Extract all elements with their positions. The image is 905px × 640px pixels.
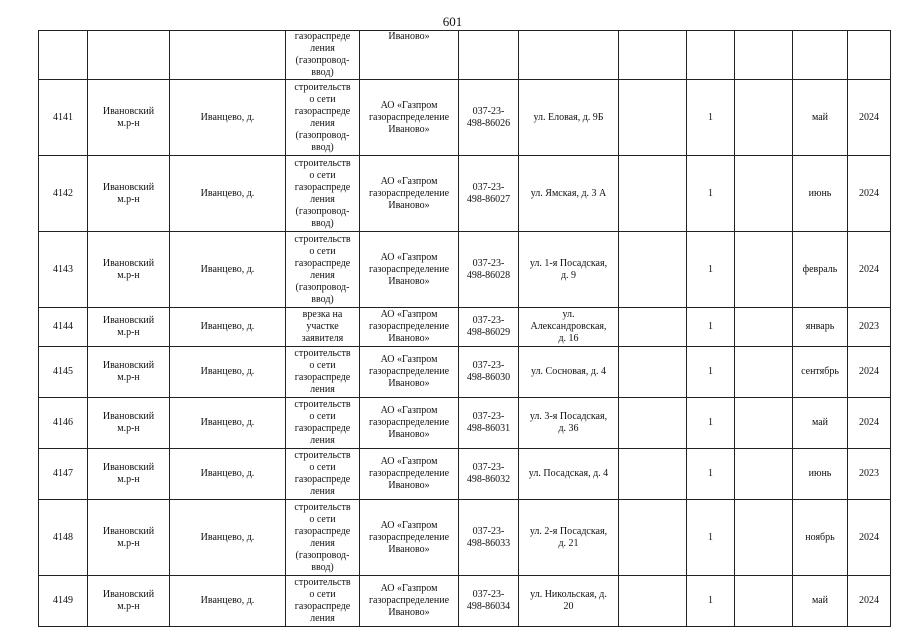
cell-empty (619, 449, 687, 500)
cell-address (519, 31, 619, 80)
address-line: ул. Сосновая, д. 4 (531, 366, 606, 377)
cell-year: 2024 (848, 398, 891, 449)
work-line: ввод) (311, 67, 334, 78)
code-line: 498-86026 (466, 117, 511, 129)
cell-locality: Иванцево, д. (170, 449, 286, 500)
cell-address (519, 308, 619, 347)
table-row (39, 449, 891, 500)
cell-count: 1 (687, 347, 735, 398)
organization-line: Иваново» (388, 480, 430, 491)
address-line: д. 16 (558, 333, 579, 344)
cell-district (88, 500, 170, 576)
cell-code (459, 308, 519, 347)
cell-work (286, 308, 360, 347)
work-line: ления (310, 435, 335, 446)
work-line: ввод) (311, 561, 334, 573)
table-row (39, 500, 891, 576)
table-row (39, 232, 891, 308)
cell-empty (619, 347, 687, 398)
cell-month: май (793, 576, 848, 627)
cell-year: 2024 (848, 576, 891, 627)
cell-district (88, 347, 170, 398)
cell-empty (735, 398, 793, 449)
cell-organization (360, 576, 459, 627)
address-line: ул. Никольская, д. (530, 589, 607, 600)
cell-num: 4145 (39, 347, 88, 398)
work-line: о сети (309, 411, 336, 422)
cell-organization (360, 80, 459, 156)
address-line: д. 9 (560, 269, 577, 281)
work-line: (газопровод- (295, 281, 350, 293)
code-line: 037-23- (472, 181, 505, 193)
cell-organization (360, 31, 459, 80)
cell-district (88, 398, 170, 449)
cell-address (519, 398, 619, 449)
cell-month: июнь (793, 156, 848, 232)
cell-empty (619, 398, 687, 449)
code-line: 037-23- (472, 525, 505, 537)
work-line: газораспреде (294, 105, 351, 117)
address-line: д. 36 (558, 423, 579, 434)
cell-code (459, 449, 519, 500)
organization-line: газораспределение (368, 468, 450, 479)
organization-line: газораспределение (368, 263, 450, 275)
cell-work (286, 576, 360, 627)
code-line: 498-86034 (466, 601, 511, 612)
address-line: ул. Еловая, д. 9Б (533, 111, 604, 123)
work-line: заявителя (301, 333, 344, 344)
cell-code (459, 347, 519, 398)
work-line: газораспреде (294, 474, 351, 485)
cell-district (88, 232, 170, 308)
work-line: (газопровод- (295, 129, 350, 141)
cell-empty (619, 308, 687, 347)
table-row (39, 308, 891, 347)
cell-year: 2024 (848, 80, 891, 156)
work-line: газораспреде (294, 601, 351, 612)
cell-month (793, 31, 848, 80)
cell-year (848, 31, 891, 80)
organization-line: газораспределение (368, 531, 450, 543)
cell-empty (619, 31, 687, 80)
cell-count: 1 (687, 576, 735, 627)
cell-address (519, 232, 619, 308)
cell-locality: Иванцево, д. (170, 500, 286, 576)
work-line: ввод) (311, 293, 334, 305)
work-line: ввод) (311, 141, 334, 153)
work-line: о сети (309, 93, 336, 105)
cell-code (459, 398, 519, 449)
district-line: м.р-н (117, 327, 140, 338)
table-row (39, 80, 891, 156)
cell-num: 4146 (39, 398, 88, 449)
cell-num: 4149 (39, 576, 88, 627)
organization-line: АО «Газпром (380, 456, 438, 467)
cell-empty (619, 500, 687, 576)
work-line: газораспреде (294, 31, 351, 42)
cell-locality (170, 31, 286, 80)
address-line: ул. 3-я Посадская, (529, 411, 608, 422)
work-line: ления (310, 486, 335, 497)
page-number: 601 (442, 14, 463, 29)
work-line: ления (310, 269, 335, 281)
work-line: газораспреде (294, 257, 351, 269)
cell-organization (360, 449, 459, 500)
cell-address (519, 576, 619, 627)
organization-line: Иваново» (388, 333, 430, 344)
organization-line: газораспределение (368, 321, 450, 332)
cell-address (519, 500, 619, 576)
district-line: м.р-н (117, 423, 140, 434)
work-line: врезка на (302, 309, 343, 320)
cell-year: 2024 (848, 232, 891, 308)
district-line: Ивановский (102, 589, 155, 600)
address-line: ул. 1-я Посадская, (529, 257, 608, 269)
cell-num (39, 31, 88, 80)
cell-district (88, 156, 170, 232)
work-line: строительств (294, 399, 351, 410)
cell-district (88, 80, 170, 156)
cell-month: ноябрь (793, 500, 848, 576)
organization-line: газораспределение (368, 111, 450, 123)
organization-line: АО «Газпром (380, 175, 438, 187)
cell-locality: Иванцево, д. (170, 232, 286, 308)
cell-code (459, 500, 519, 576)
cell-empty (619, 576, 687, 627)
cell-code (459, 576, 519, 627)
cell-num: 4148 (39, 500, 88, 576)
cell-empty (619, 80, 687, 156)
work-line: ления (310, 537, 335, 549)
cell-address (519, 347, 619, 398)
cell-organization (360, 156, 459, 232)
cell-num: 4147 (39, 449, 88, 500)
cell-empty (735, 500, 793, 576)
cell-empty (735, 232, 793, 308)
code-line: 037-23- (472, 411, 505, 422)
cell-locality: Иванцево, д. (170, 308, 286, 347)
work-line: ления (310, 384, 335, 395)
cell-count: 1 (687, 308, 735, 347)
work-line: (газопровод- (295, 55, 350, 66)
cell-locality: Иванцево, д. (170, 398, 286, 449)
organization-line: АО «Газпром (380, 99, 438, 111)
work-line: строительств (294, 81, 351, 93)
district-line: Ивановский (102, 525, 155, 537)
cell-district (88, 31, 170, 80)
work-line: строительств (294, 157, 351, 169)
address-line: ул. (562, 309, 575, 320)
work-line: (газопровод- (295, 205, 350, 217)
work-line: строительств (294, 233, 351, 245)
cell-empty (619, 232, 687, 308)
organization-line: Иваново» (388, 607, 430, 618)
address-line: д. 21 (558, 537, 579, 549)
cell-empty (619, 156, 687, 232)
continuation-row (39, 31, 891, 80)
cell-empty (735, 80, 793, 156)
cell-address (519, 156, 619, 232)
cell-count (687, 31, 735, 80)
cell-count: 1 (687, 80, 735, 156)
work-line: газораспреде (294, 372, 351, 383)
cell-month: февраль (793, 232, 848, 308)
cell-work (286, 449, 360, 500)
work-line: ления (310, 613, 335, 624)
cell-month: сентябрь (793, 347, 848, 398)
work-line: (газопровод- (295, 549, 350, 561)
district-line: Ивановский (102, 462, 155, 473)
work-line: строительств (294, 450, 351, 461)
district-line: Ивановский (102, 105, 155, 117)
cell-empty (735, 31, 793, 80)
register-table (38, 30, 891, 627)
organization-line: АО «Газпром (380, 519, 438, 531)
cell-locality: Иванцево, д. (170, 156, 286, 232)
organization-line: газораспределение (368, 187, 450, 199)
cell-organization (360, 347, 459, 398)
cell-code (459, 232, 519, 308)
work-line: ввод) (311, 217, 334, 229)
cell-work (286, 232, 360, 308)
table-row (39, 156, 891, 232)
cell-count: 1 (687, 500, 735, 576)
organization-line: Иваново» (388, 31, 430, 42)
work-line: о сети (309, 360, 336, 371)
table-row (39, 576, 891, 627)
cell-year: 2024 (848, 347, 891, 398)
cell-year: 2023 (848, 308, 891, 347)
code-line: 037-23- (472, 462, 505, 473)
cell-month: май (793, 398, 848, 449)
organization-line: Иваново» (388, 199, 430, 211)
cell-work (286, 398, 360, 449)
code-line: 498-86027 (466, 193, 511, 205)
cell-num: 4142 (39, 156, 88, 232)
code-line: 498-86028 (466, 269, 511, 281)
cell-locality: Иванцево, д. (170, 80, 286, 156)
code-line: 037-23- (472, 257, 505, 269)
address-line: 20 (563, 601, 574, 612)
cell-district (88, 576, 170, 627)
work-line: о сети (309, 462, 336, 473)
code-line: 498-86033 (466, 537, 511, 549)
work-line: строительств (294, 501, 351, 513)
district-line: Ивановский (102, 181, 155, 193)
cell-work (286, 156, 360, 232)
work-line: о сети (309, 169, 336, 181)
cell-code (459, 156, 519, 232)
work-line: о сети (309, 589, 336, 600)
cell-address (519, 449, 619, 500)
work-line: ления (310, 43, 335, 54)
cell-count: 1 (687, 398, 735, 449)
cell-count: 1 (687, 232, 735, 308)
cell-num: 4144 (39, 308, 88, 347)
cell-organization (360, 500, 459, 576)
cell-work (286, 31, 360, 80)
cell-count: 1 (687, 449, 735, 500)
cell-address (519, 80, 619, 156)
work-line: газораспреде (294, 525, 351, 537)
cell-work (286, 500, 360, 576)
cell-empty (735, 449, 793, 500)
cell-work (286, 80, 360, 156)
work-line: ления (310, 117, 335, 129)
cell-year: 2024 (848, 500, 891, 576)
organization-line: Иваново» (388, 378, 430, 389)
work-line: участке (306, 321, 339, 332)
district-line: м.р-н (117, 601, 140, 612)
district-line: Ивановский (102, 360, 155, 371)
district-line: м.р-н (117, 537, 140, 549)
code-line: 498-86031 (466, 423, 511, 434)
cell-empty (735, 347, 793, 398)
work-line: ления (310, 193, 335, 205)
organization-line: АО «Газпром (380, 309, 438, 320)
work-line: о сети (309, 245, 336, 257)
district-line: м.р-н (117, 193, 140, 205)
cell-month: январь (793, 308, 848, 347)
district-line: м.р-н (117, 474, 140, 485)
address-line: ул. 2-я Посадская, (529, 525, 608, 537)
cell-locality: Иванцево, д. (170, 576, 286, 627)
cell-num: 4141 (39, 80, 88, 156)
organization-line: Иваново» (388, 543, 430, 555)
organization-line: АО «Газпром (380, 405, 438, 416)
work-line: газораспреде (294, 423, 351, 434)
work-line: строительств (294, 348, 351, 359)
cell-num: 4143 (39, 232, 88, 308)
district-line: Ивановский (102, 411, 155, 422)
cell-code (459, 31, 519, 80)
cell-work (286, 347, 360, 398)
cell-year: 2023 (848, 449, 891, 500)
district-line: м.р-н (117, 269, 140, 281)
cell-month: июнь (793, 449, 848, 500)
code-line: 037-23- (472, 105, 505, 117)
district-line: м.р-н (117, 117, 140, 129)
table-row (39, 347, 891, 398)
cell-district (88, 449, 170, 500)
cell-year: 2024 (848, 156, 891, 232)
cell-organization (360, 308, 459, 347)
code-line: 037-23- (472, 360, 505, 371)
code-line: 498-86029 (466, 327, 511, 338)
code-line: 037-23- (472, 589, 505, 600)
organization-line: газораспределение (368, 366, 450, 377)
district-line: Ивановский (102, 315, 155, 326)
organization-line: Иваново» (388, 123, 430, 135)
address-line: Александровская, (530, 321, 607, 332)
cell-count: 1 (687, 156, 735, 232)
work-line: газораспреде (294, 181, 351, 193)
work-line: о сети (309, 513, 336, 525)
organization-line: АО «Газпром (380, 354, 438, 365)
work-line: строительств (294, 577, 351, 588)
cell-empty (735, 308, 793, 347)
code-line: 498-86032 (466, 474, 511, 485)
address-line: ул. Ямская, д. 3 А (530, 187, 607, 199)
cell-code (459, 80, 519, 156)
table-row (39, 398, 891, 449)
cell-month: май (793, 80, 848, 156)
district-line: м.р-н (117, 372, 140, 383)
organization-line: АО «Газпром (380, 251, 438, 263)
address-line: ул. Посадская, д. 4 (528, 468, 609, 479)
code-line: 498-86030 (466, 372, 511, 383)
cell-organization (360, 398, 459, 449)
district-line: Ивановский (102, 257, 155, 269)
organization-line: газораспределение (368, 417, 450, 428)
organization-line: Иваново» (388, 429, 430, 440)
cell-district (88, 308, 170, 347)
cell-organization (360, 232, 459, 308)
organization-line: АО «Газпром (380, 583, 438, 594)
organization-line: Иваново» (388, 275, 430, 287)
organization-line: газораспределение (368, 595, 450, 606)
cell-empty (735, 156, 793, 232)
table-body (39, 31, 891, 627)
cell-empty (735, 576, 793, 627)
cell-locality: Иванцево, д. (170, 347, 286, 398)
code-line: 037-23- (472, 315, 505, 326)
